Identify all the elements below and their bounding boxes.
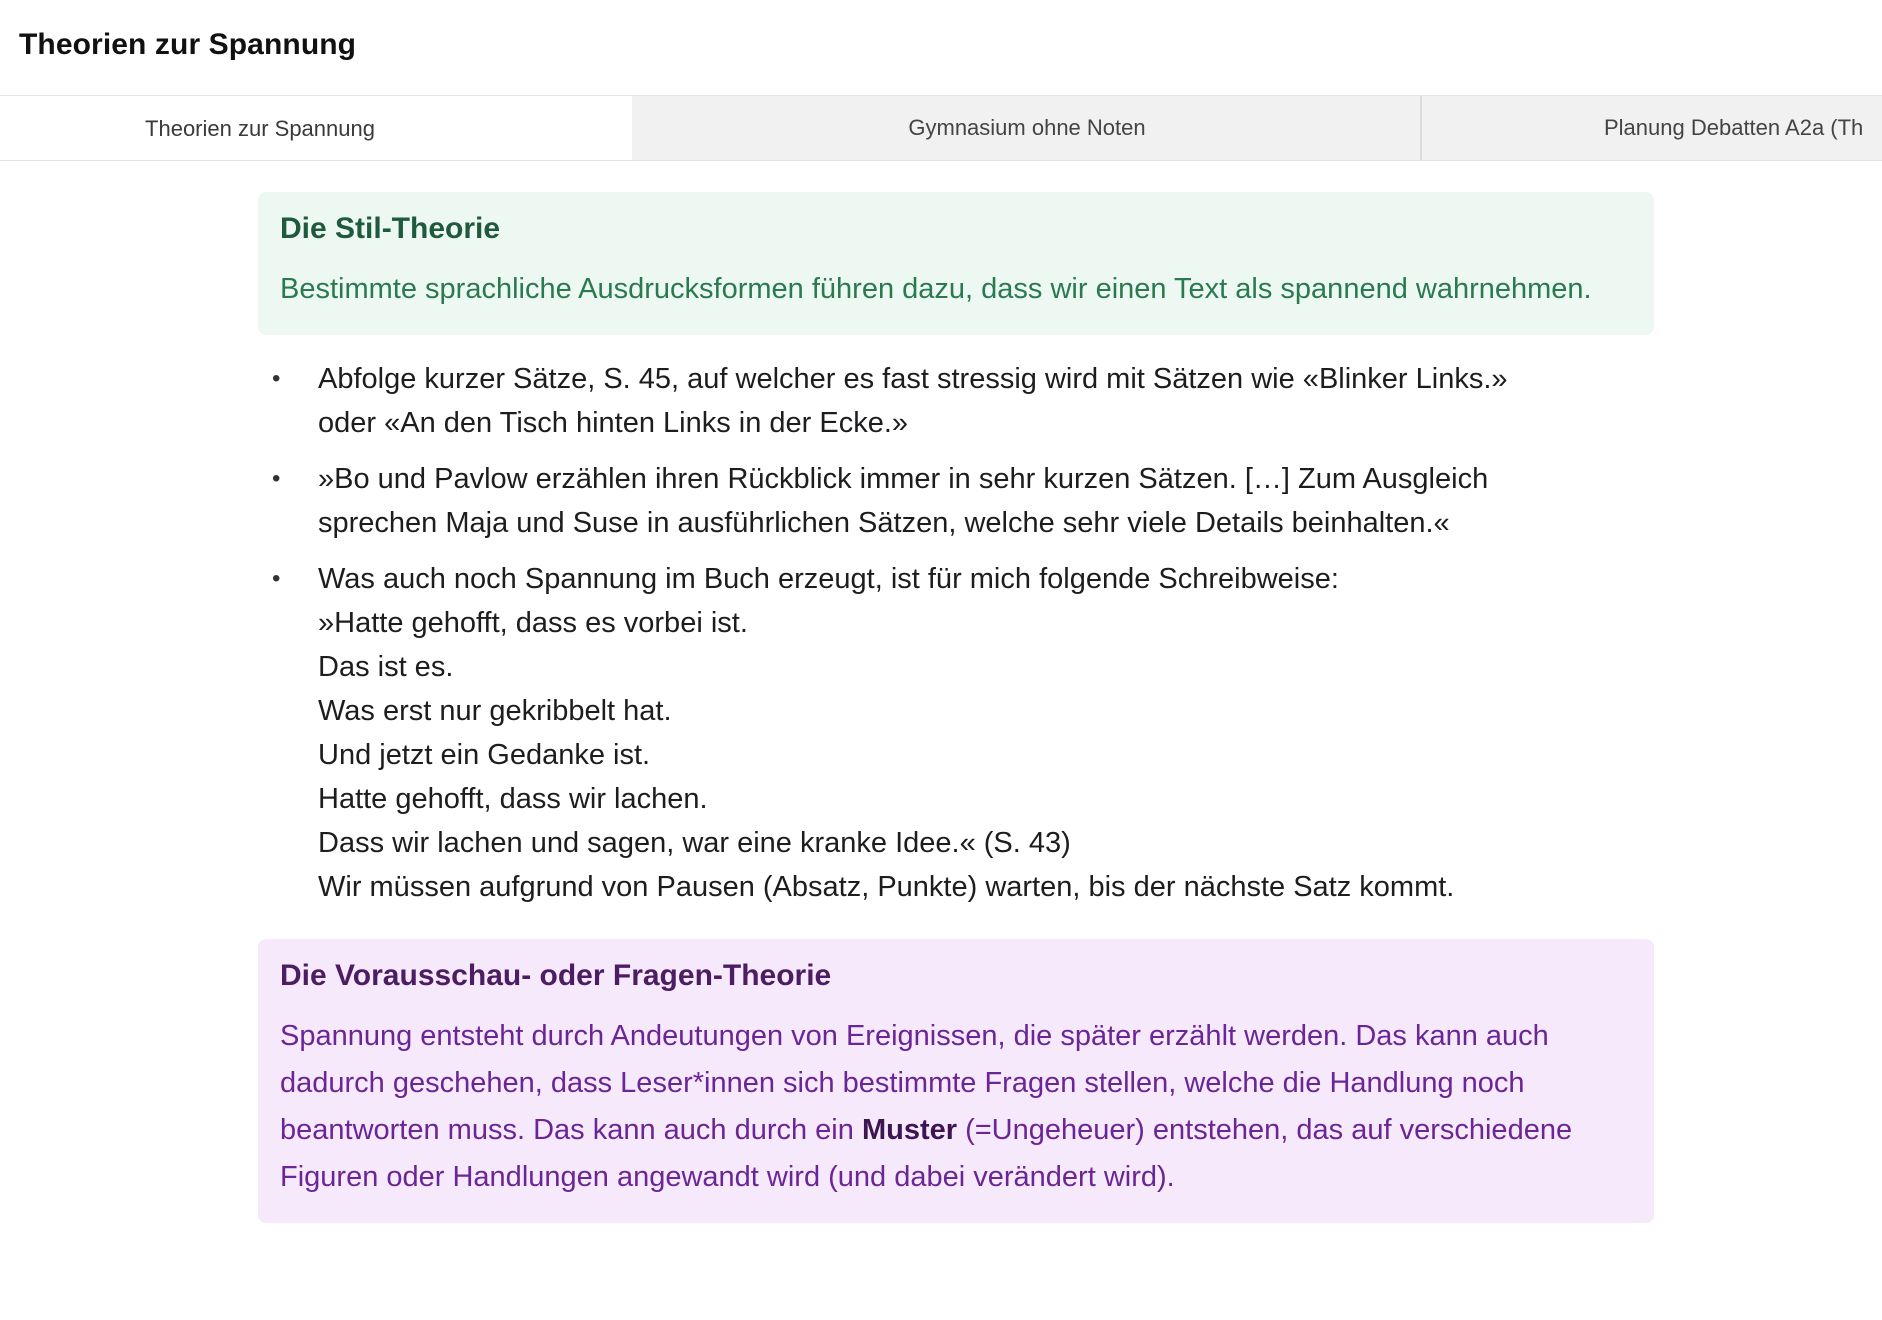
title-bar [0, 0, 1882, 96]
list-item-text: Abfolge kurzer Sätze, S. 45, auf welcher es fast stressig wird mit Sätzen wie «Blinker Links.» [318, 363, 1508, 395]
tab-planung-debatten[interactable] [1420, 96, 1882, 160]
tab-label: Gymnasium ohne Noten [908, 115, 1146, 140]
callout-text-part: (=Ungeheuer) entstehen, das auf verschiedene Figuren oder Handlungen angewandt wird (und dabei verändert wird). [280, 1114, 1573, 1193]
list-item-text: sprechen Maja und Suse in ausführlichen Sätzen, welche sehr viele Details beinhalten.« [318, 507, 1450, 539]
window-title: Theorien zur Spannung [19, 28, 357, 61]
callout-text-part: Spannung entsteht durch Andeutungen von Ereignissen, die später erzählt werden. Das kann auch dadurch geschehen, dass Leser*innen sich bestimmte Fragen stellen, welche die Handlung noch beantworten muss. Das kann auch durch ein [280, 1020, 1549, 1146]
callout-text-bold: Muster [861, 1114, 958, 1146]
tab-bar [0, 96, 1882, 161]
callout-vorausschau-theorie [258, 939, 1654, 1223]
quote-line: Was erst nur gekribbelt hat. [318, 695, 672, 727]
callout-text [280, 1013, 1632, 1201]
callout-heading: Die Vorausschau- oder Fragen-Theorie [280, 959, 832, 992]
list-item-text: »Bo und Pavlow erzählen ihren Rückblick immer in sehr kurzen Sätzen. […] Zum Ausgleich [318, 463, 1489, 495]
quote-line: Dass wir lachen und sagen, war eine kranke Idee.« (S. 43) [318, 827, 1071, 859]
quote-line: Das ist es. [318, 651, 454, 683]
list-item-text: oder «An den Tisch hinten Links in der Ecke.» [318, 407, 909, 439]
quote-line: Hatte gehofft, dass wir lachen. [318, 783, 708, 815]
tab-label: Planung Debatten A2a (Th [1604, 115, 1864, 140]
bullet-icon: • [272, 365, 281, 392]
bullet-icon: • [272, 465, 281, 492]
callout-text: Bestimmte sprachliche Ausdrucksformen führen dazu, dass wir einen Text als spannend wahrnehmen. [280, 273, 1592, 305]
tab-theorien-zur-spannung[interactable] [0, 96, 632, 161]
list-item [258, 357, 1654, 445]
tab-gymnasium-ohne-noten[interactable] [632, 96, 1422, 160]
quote-line: Und jetzt ein Gedanke ist. [318, 739, 651, 771]
bullet-icon: • [272, 565, 281, 592]
note-content [258, 192, 1654, 1223]
list-item-text: Was auch noch Spannung im Buch erzeugt, ist für mich folgende Schreibweise: [318, 563, 1339, 595]
callout-stil-theorie [258, 192, 1654, 335]
list-item [258, 457, 1654, 545]
quote-line: »Hatte gehofft, dass es vorbei ist. [318, 607, 748, 639]
callout-heading: Die Stil-Theorie [280, 212, 501, 245]
list-item-text: Wir müssen aufgrund von Pausen (Absatz, Punkte) warten, bis der nächste Satz kommt. [318, 871, 1455, 903]
list-item [258, 557, 1654, 909]
tab-label: Theorien zur Spannung [145, 115, 375, 141]
bullet-list [258, 357, 1654, 909]
